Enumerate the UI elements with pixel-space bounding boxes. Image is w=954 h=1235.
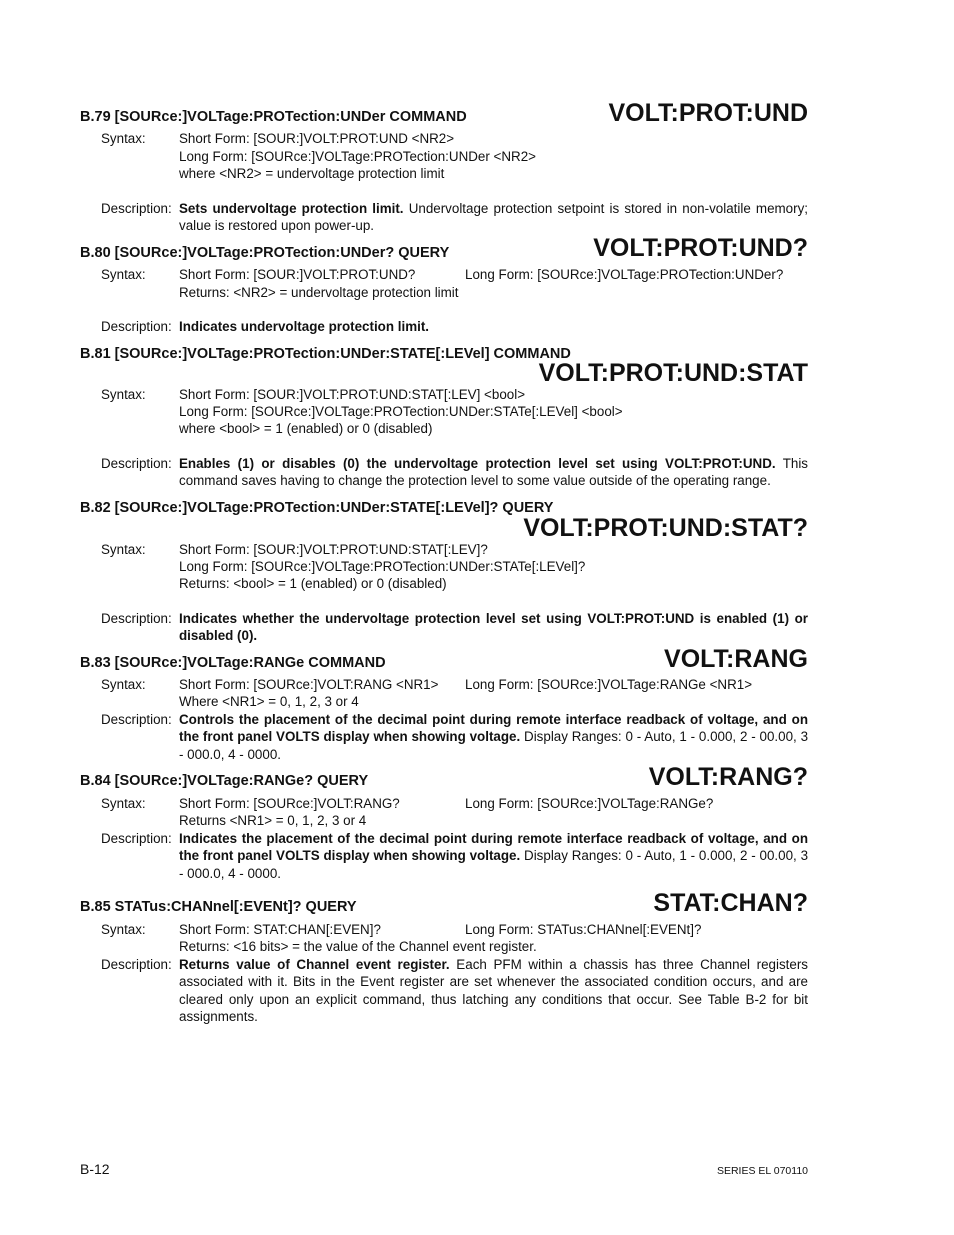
section-heading-b81: B.81 [SOURce:]VOLTage:PROTection:UNDer:STATE[:LEVel] COMMAND: [80, 346, 571, 362]
syntax-line: Long Form: [SOURce:]VOLTage:PROTection:UNDer:STATe[:LEVel] <bool>: [179, 404, 623, 419]
description-text: [179, 956, 808, 1025]
syntax-label: Syntax:: [101, 796, 146, 811]
section-heading-b85: B.85 STATus:CHANnel[:EVENt]? QUERY: [80, 899, 357, 915]
description-bold: Sets undervoltage protection limit.: [179, 201, 404, 216]
syntax-line: Short Form: STAT:CHAN[:EVEN]?: [179, 922, 381, 937]
syntax-long-form: Long Form: [SOURce:]VOLTage:PROTection:UNDer?: [465, 267, 784, 282]
syntax-line: Returns <NR1> = 0, 1, 2, 3 or 4: [179, 813, 367, 828]
section-heading-b80: B.80 [SOURce:]VOLTage:PROTection:UNDer? QUERY: [80, 245, 450, 261]
description-bold: Indicates the placement of the decimal point during remote interface readback of voltage, and on the front panel VOLTS display when showing voltage.: [179, 831, 808, 864]
description-label: Description:: [101, 957, 172, 972]
description-label: Description:: [101, 712, 172, 727]
section-heading-b83: B.83 [SOURce:]VOLTage:RANGe COMMAND: [80, 655, 386, 671]
syntax-line: Returns: <bool> = 1 (enabled) or 0 (disabled): [179, 576, 447, 591]
description-bold: Indicates whether the undervoltage protection level set using VOLT:PROT:UND is enabled (1) or disabled (0).: [179, 611, 808, 644]
syntax-line: Short Form: [SOUR:]VOLT:PROT:UND:STAT[:LEV] <bool>: [179, 387, 526, 402]
syntax-line: Where <NR1> = 0, 1, 2, 3 or 4: [179, 694, 359, 709]
description-bold: Returns value of Channel event register.: [179, 957, 450, 972]
syntax-label: Syntax:: [101, 922, 146, 937]
description-label: Description:: [101, 319, 172, 334]
syntax-line: Long Form: [SOURce:]VOLTage:PROTection:UNDer <NR2>: [179, 149, 536, 164]
syntax-line: where <NR2> = undervoltage protection limit: [179, 166, 445, 181]
mnemonic-b84: VOLT:RANG?: [648, 763, 808, 791]
syntax-label: Syntax:: [101, 542, 146, 557]
mnemonic-b82: VOLT:PROT:UND:STAT?: [523, 514, 808, 542]
mnemonic-b83: VOLT:RANG: [664, 645, 808, 673]
description-label: Description:: [101, 201, 172, 216]
description-bold: Indicates undervoltage protection limit.: [179, 319, 429, 334]
series-footer: SERIES EL 070110: [716, 1165, 808, 1177]
description-text: [179, 610, 808, 645]
mnemonic-b80: VOLT:PROT:UND?: [593, 234, 808, 262]
syntax-long-form: Long Form: [SOURce:]VOLTage:RANGe?: [465, 796, 714, 811]
syntax-line: Long Form: [SOURce:]VOLTage:PROTection:UNDer:STATe[:LEVel]?: [179, 559, 586, 574]
description-label: Description:: [101, 611, 172, 626]
mnemonic-b79: VOLT:PROT:UND: [608, 99, 808, 127]
description-bold: Enables (1) or disables (0) the undervoltage protection level set using VOLT:PROT:UND.: [179, 456, 776, 471]
syntax-label: Syntax:: [101, 677, 146, 692]
description-text: [179, 711, 808, 763]
mnemonic-b85: STAT:CHAN?: [653, 889, 808, 917]
syntax-line: Short Form: [SOURce:]VOLT:RANG <NR1>: [179, 677, 439, 692]
syntax-line: Short Form: [SOUR:]VOLT:PROT:UND?: [179, 267, 416, 282]
description-rest: Each PFM within a chassis has three Channel registers associated with it. Bits in the Event register are set whenever the associated condition occurs, and are cleared only upon an explicit command, thus latching any conditions that occur. See Table B-2 for bit assignments.: [179, 957, 808, 1024]
section-heading-b82: B.82 [SOURce:]VOLTage:PROTection:UNDer:STATE[:LEVel]? QUERY: [80, 500, 554, 516]
syntax-line: Returns: <NR2> = undervoltage protection limit: [179, 285, 459, 300]
description-text: [179, 455, 808, 490]
syntax-long-form: Long Form: STATus:CHANnel[:EVENt]?: [465, 922, 702, 937]
description-rest: Display Ranges: 0 - Auto, 1 - 0.000, 2 - 00.00, 3 - 000.0, 4 - 0000.: [179, 729, 809, 762]
syntax-line: Returns: <16 bits> = the value of the Channel event register.: [179, 939, 537, 954]
syntax-label: Syntax:: [101, 131, 146, 146]
syntax-line: where <bool> = 1 (enabled) or 0 (disabled): [179, 421, 433, 436]
syntax-label: Syntax:: [101, 267, 146, 282]
description-text: [179, 318, 808, 335]
description-label: Description:: [101, 456, 172, 471]
syntax-long-form: Long Form: [SOURce:]VOLTage:RANGe <NR1>: [465, 677, 753, 692]
syntax-label: Syntax:: [101, 387, 146, 402]
syntax-line: Short Form: [SOUR:]VOLT:PROT:UND:STAT[:LEV]?: [179, 542, 488, 557]
description-bold: Controls the placement of the decimal point during remote interface readback of voltage, and on the front panel VOLTS display when showing voltage.: [179, 712, 808, 745]
description-label: Description:: [101, 831, 172, 846]
mnemonic-b81: VOLT:PROT:UND:STAT: [538, 359, 808, 387]
section-heading-b84: B.84 [SOURce:]VOLTage:RANGe? QUERY: [80, 773, 369, 789]
syntax-line: Short Form: [SOUR:]VOLT:PROT:UND <NR2>: [179, 131, 455, 146]
section-heading-b79: B.79 [SOURce:]VOLTage:PROTection:UNDer COMMAND: [80, 109, 467, 125]
syntax-line: Short Form: [SOURce:]VOLT:RANG?: [179, 796, 400, 811]
description-rest: Undervoltage protection setpoint is stored in non-volatile memory; value is restored upon power-up.: [179, 201, 809, 234]
description-text: [179, 830, 808, 882]
page-number: B-12: [80, 1161, 110, 1177]
description-rest: This command saves having to change the protection level to some value outside of the operating range.: [179, 456, 808, 489]
description-rest: Display Ranges: 0 - Auto, 1 - 0.000, 2 - 00.00, 3 - 000.0, 4 - 0000.: [179, 848, 809, 881]
description-text: [179, 200, 808, 235]
